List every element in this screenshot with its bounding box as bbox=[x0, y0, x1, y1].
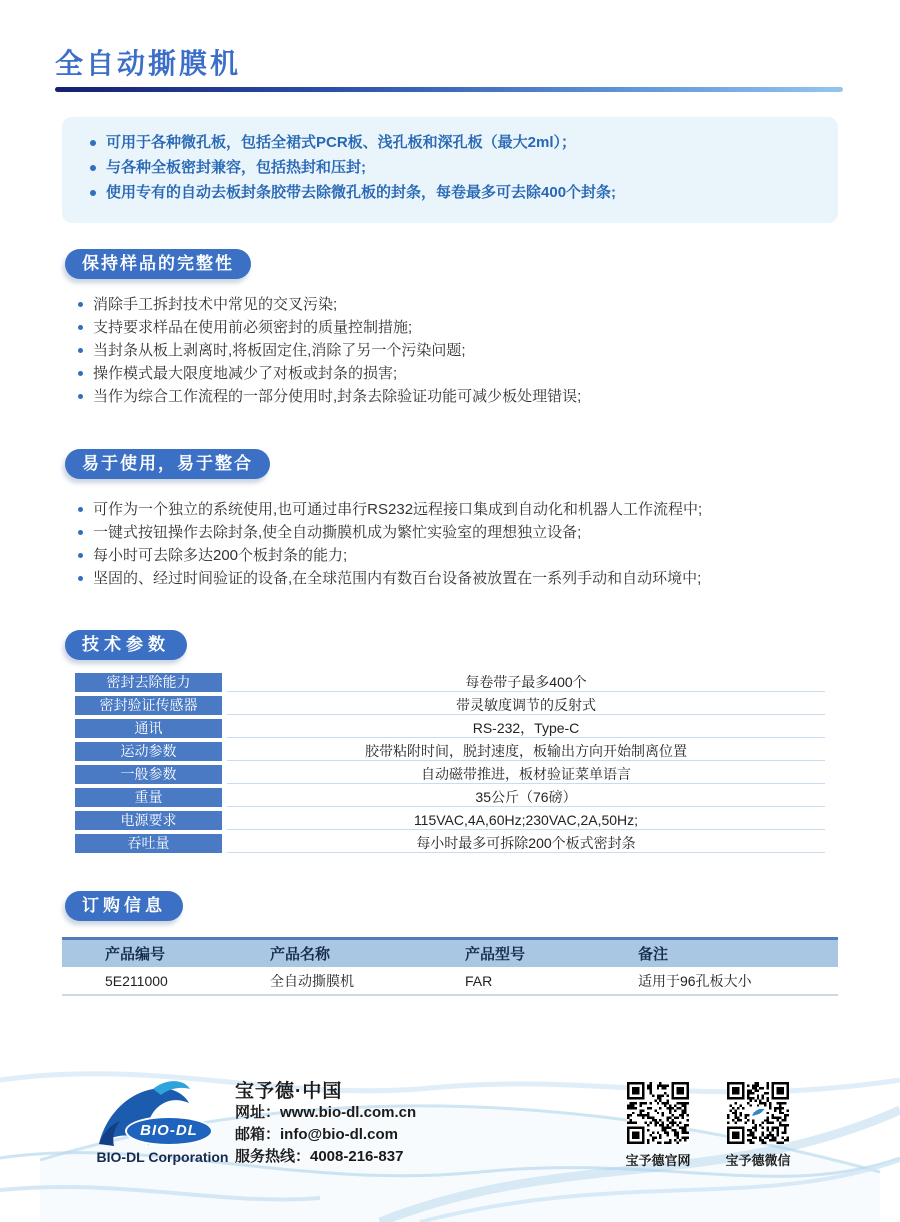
qrcode-wechat bbox=[727, 1082, 789, 1169]
order-header-cell: 产品编号 bbox=[105, 946, 166, 963]
order-row-cell: FAR bbox=[465, 972, 493, 989]
spec-row bbox=[75, 719, 825, 738]
logo-company-name: BIO-DL Corporation bbox=[96, 1149, 229, 1165]
spec-label: 电源要求 bbox=[75, 811, 222, 830]
highlight-item bbox=[62, 130, 838, 155]
list-item bbox=[78, 567, 702, 590]
spec-value: 自动磁带推进，板材验证菜单语言 bbox=[227, 765, 825, 784]
brand-name: 宝予德·中国 bbox=[235, 1081, 343, 1102]
bullet-dot-icon bbox=[78, 371, 83, 376]
spec-value: 胶带粘附时间，脱封速度，板输出方向开始制离位置 bbox=[227, 742, 825, 761]
order-header-cell: 产品型号 bbox=[465, 946, 526, 963]
title-underline bbox=[55, 87, 843, 92]
bullet-dot-icon bbox=[78, 507, 83, 512]
spec-label: 密封去除能力 bbox=[75, 673, 222, 692]
qrcode-wechat-label: 宝予德微信 bbox=[725, 1153, 791, 1168]
spec-row bbox=[75, 811, 825, 830]
list-item bbox=[78, 385, 581, 408]
bullet-dot-icon bbox=[78, 576, 83, 581]
order-row-cell: 全自动撕膜机 bbox=[270, 972, 354, 989]
section-title-ease: 易于使用，易于整合 bbox=[65, 449, 270, 479]
spec-table bbox=[75, 673, 825, 853]
qrcode-website-label: 宝予德官网 bbox=[625, 1153, 691, 1168]
spec-value: 35公斤（76磅） bbox=[227, 788, 825, 807]
logo-wordmark bbox=[125, 1116, 213, 1146]
spec-value: 带灵敏度调节的反射式 bbox=[227, 696, 825, 715]
bullet-dot-icon bbox=[78, 394, 83, 399]
spec-row bbox=[75, 673, 825, 692]
list-item-text: 消除手工拆封技术中常见的交叉污染; bbox=[93, 296, 338, 313]
list-item bbox=[78, 316, 581, 339]
list-item bbox=[78, 544, 702, 567]
highlights-box bbox=[62, 117, 838, 223]
spec-value: 每小时最多可拆除200个板式密封条 bbox=[227, 834, 825, 853]
highlight-item bbox=[62, 155, 838, 180]
contact-line: 邮箱：info@bio-dl.com bbox=[235, 1126, 398, 1143]
list-item-text: 坚固的、经过时间验证的设备,在全球范围内有数百台设备被放置在一系列手动和自动环境中; bbox=[93, 570, 702, 587]
logo-text: BIO-DL bbox=[140, 1122, 198, 1139]
list-item-text: 当封条从板上剥离时,将板固定住,消除了另一个污染问题; bbox=[93, 342, 466, 359]
bullet-dot-icon bbox=[78, 348, 83, 353]
bullet-dot-icon bbox=[78, 530, 83, 535]
list-item-text: 当作为综合工作流程的一部分使用时,封条去除验证功能可减少板处理错误; bbox=[93, 388, 582, 405]
order-row-cell: 5E211000 bbox=[105, 972, 168, 989]
spec-row bbox=[75, 765, 825, 784]
qrcode-website-image bbox=[627, 1082, 689, 1144]
spec-label: 一般参数 bbox=[75, 765, 222, 784]
page-title: 全自动撕膜机 bbox=[55, 48, 242, 79]
spec-label: 通讯 bbox=[75, 719, 222, 738]
section-title-integrity: 保持样品的完整性 bbox=[65, 249, 251, 279]
list-item bbox=[78, 339, 581, 362]
order-table bbox=[62, 937, 838, 996]
list-item bbox=[78, 521, 702, 544]
spec-value: 115VAC,4A,60Hz;230VAC,2A,50Hz; bbox=[227, 811, 825, 830]
contact-line: 网址：www.bio-dl.com.cn bbox=[235, 1104, 417, 1121]
qrcode-website bbox=[627, 1082, 689, 1169]
highlight-item bbox=[62, 180, 838, 205]
list-item-text: 一键式按钮操作去除封条,使全自动撕膜机成为繁忙实验室的理想独立设备; bbox=[93, 524, 582, 541]
order-header-cell: 备注 bbox=[638, 946, 669, 963]
spec-row bbox=[75, 788, 825, 807]
list-item bbox=[78, 498, 702, 521]
company-logo bbox=[95, 1072, 230, 1167]
bullet-dot-icon bbox=[90, 190, 96, 196]
highlight-text: 可用于各种微孔板，包括全裙式PCR板、浅孔板和深孔板（最大2ml）； bbox=[106, 134, 577, 151]
order-table-header bbox=[62, 937, 838, 967]
list-item-text: 支持要求样品在使用前必须密封的质量控制措施; bbox=[93, 319, 413, 336]
bullet-dot-icon bbox=[90, 140, 96, 146]
highlight-text: 与各种全板密封兼容，包括热封和压封; bbox=[106, 159, 366, 176]
order-table-row bbox=[62, 967, 838, 996]
bullet-dot-icon bbox=[78, 302, 83, 307]
spec-label: 运动参数 bbox=[75, 742, 222, 761]
integrity-list bbox=[78, 293, 581, 408]
ease-list bbox=[78, 498, 702, 590]
order-row-cell: 适用于96孔板大小 bbox=[638, 972, 752, 989]
spec-row bbox=[75, 834, 825, 853]
spec-row bbox=[75, 742, 825, 761]
list-item bbox=[78, 362, 581, 385]
list-item-text: 每小时可去除多达200个板封条的能力; bbox=[93, 547, 348, 564]
list-item-text: 可作为一个独立的系统使用,也可通过串行RS232远程接口集成到自动化和机器人工作流程中; bbox=[93, 501, 703, 518]
bullet-dot-icon bbox=[78, 325, 83, 330]
list-item-text: 操作模式最大限度地减少了对板或封条的损害; bbox=[93, 365, 398, 382]
order-header-cell: 产品名称 bbox=[270, 946, 331, 963]
contact-info bbox=[235, 1102, 416, 1168]
spec-value: RS-232，Type-C bbox=[227, 719, 825, 738]
qrcode-wechat-image bbox=[727, 1082, 789, 1144]
list-item bbox=[78, 293, 581, 316]
section-title-specs: 技术参数 bbox=[65, 630, 187, 660]
spec-value: 每卷带子最多400个 bbox=[227, 673, 825, 692]
bullet-dot-icon bbox=[90, 165, 96, 171]
highlight-text: 使用专有的自动去板封条胶带去除微孔板的封条，每卷最多可去除400个封条; bbox=[106, 184, 617, 201]
spec-row bbox=[75, 696, 825, 715]
spec-label: 重量 bbox=[75, 788, 222, 807]
spec-label: 密封验证传感器 bbox=[75, 696, 222, 715]
spec-label: 吞吐量 bbox=[75, 834, 222, 853]
contact-line: 服务热线：4008-216-837 bbox=[235, 1148, 404, 1165]
section-title-ordering: 订购信息 bbox=[65, 891, 183, 921]
bullet-dot-icon bbox=[78, 553, 83, 558]
